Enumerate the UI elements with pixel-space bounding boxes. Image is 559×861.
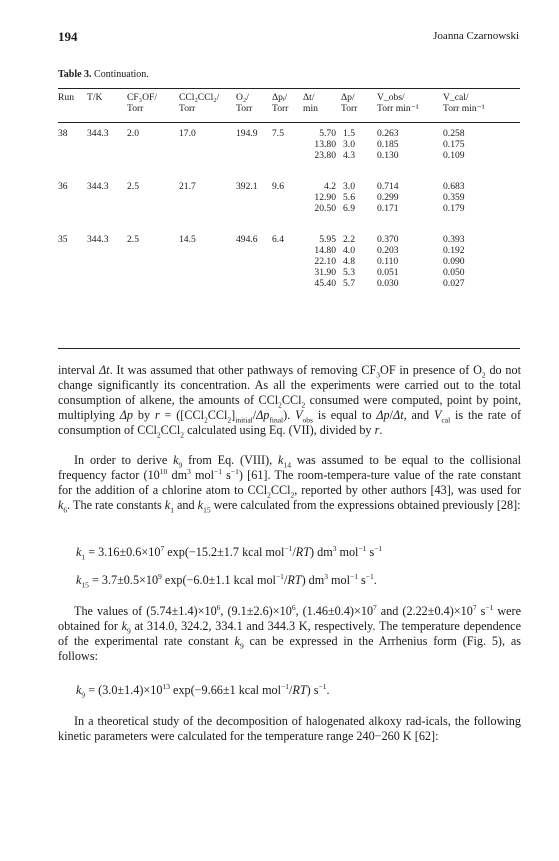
column-header: Δp/ <box>341 92 355 103</box>
table-row <box>58 192 520 203</box>
table-cell: 17.0 <box>179 128 196 139</box>
table-cell <box>87 150 127 161</box>
table-cell <box>127 278 179 289</box>
table-row <box>58 128 520 139</box>
table-cell <box>236 256 272 267</box>
table-cell <box>58 278 87 289</box>
table-row <box>58 245 520 256</box>
table-cell: 22.10 <box>314 256 336 267</box>
table-cell: 36 <box>58 181 68 192</box>
table-cell: 0.051 <box>377 267 399 278</box>
column-unit: min <box>303 103 318 114</box>
table-cell <box>87 245 127 256</box>
column-unit: Torr <box>127 103 144 114</box>
table-cell <box>272 267 303 278</box>
table-cell: 0.175 <box>443 139 465 150</box>
table-cell <box>58 192 87 203</box>
table-row <box>58 278 520 289</box>
table-cell: 392.1 <box>236 181 258 192</box>
table-cell: 344.3 <box>87 234 109 245</box>
table-body <box>58 114 520 289</box>
page-number: 194 <box>58 29 78 44</box>
table-cell: 344.3 <box>87 128 109 139</box>
table-cell <box>179 267 236 278</box>
table-cell: 21.7 <box>179 181 196 192</box>
column-header: CF₃OF/ <box>127 92 158 103</box>
table-cell <box>272 278 303 289</box>
table-cell <box>272 245 303 256</box>
table-row <box>58 150 520 161</box>
table-cell: 0.110 <box>377 256 399 267</box>
table-row <box>58 139 520 150</box>
table-cell <box>179 256 236 267</box>
table-cell <box>236 267 272 278</box>
table-cell: 0.359 <box>443 192 465 203</box>
table-cell: 38 <box>58 128 68 139</box>
table-cell <box>127 150 179 161</box>
table-cell: 13.80 <box>314 139 336 150</box>
table-cell: 0.030 <box>377 278 399 289</box>
table-row <box>58 267 520 278</box>
table-cell <box>58 256 87 267</box>
table-row <box>58 234 520 245</box>
table-cell: 2.2 <box>343 234 355 245</box>
table-bottom-rule <box>58 348 520 349</box>
table-cell: 0.263 <box>377 128 399 139</box>
table-cell: 6.9 <box>343 203 355 214</box>
table-cell: 14.5 <box>179 234 196 245</box>
table-cell: 0.050 <box>443 267 465 278</box>
table-cell: 20.50 <box>314 203 336 214</box>
table-cell <box>179 245 236 256</box>
column-unit <box>87 103 127 114</box>
column-unit: Torr <box>341 103 358 114</box>
table-cell: 2.5 <box>127 234 139 245</box>
table-cell <box>236 278 272 289</box>
table-cell: 344.3 <box>87 181 109 192</box>
column-unit: Torr min⁻¹ <box>443 103 485 114</box>
table-row <box>58 181 520 192</box>
table-cell: 7.5 <box>272 128 284 139</box>
table-cell <box>87 192 127 203</box>
table-cell: 0.393 <box>443 234 465 245</box>
table-cell <box>127 192 179 203</box>
table-cell <box>179 139 236 150</box>
column-unit <box>58 103 87 114</box>
running-head: Joanna Czarnowski <box>433 30 519 42</box>
data-table <box>58 92 520 289</box>
table-cell: 23.80 <box>314 150 336 161</box>
table-cell: 2.0 <box>127 128 139 139</box>
table-cell: 4.3 <box>343 150 355 161</box>
table-caption-text: Continuation. <box>94 69 149 80</box>
table-cell: 494.6 <box>236 234 258 245</box>
table-cell <box>236 203 272 214</box>
table-cell <box>236 150 272 161</box>
table-cell <box>87 203 127 214</box>
table-cell: 5.3 <box>343 267 355 278</box>
paragraph-2: In order to derive $k_9$ from Eq. (VIII), $k_{14}$ was assumed to be equal to the collisional frequency factor ($10^{10}$ $dm^3$ mol$^{-1}$ $s^{-1}$) [61]. The room-tempera-ture value of the rate constant for the addition of a chlorine atom to CCl$_2$CCl$_2$, reported by other authors [43], was used for $k_6$. The rate constants $k_1$ and $k_{15}$ were calculated from the expressions obtained previously [28]: <box>58 453 521 515</box>
table-cell: 0.203 <box>377 245 399 256</box>
table-cell <box>127 139 179 150</box>
table-cell: 3.0 <box>343 139 355 150</box>
table-caption <box>58 69 149 80</box>
table-cell: 4.2 <box>324 181 336 192</box>
table-cell: 5.7 <box>343 278 355 289</box>
table-cell <box>127 203 179 214</box>
column-unit: Torr <box>179 103 196 114</box>
table-cell <box>58 203 87 214</box>
paragraph-4: In a theoretical study of the decomposition of halogenated alkoxy rad-icals, the following kinetic parameters were calculated for the temperature range 240−260 K [62]: <box>58 714 521 743</box>
table-cell: 35 <box>58 234 68 245</box>
table-cell: 5.95 <box>319 234 336 245</box>
column-header: Run <box>58 92 74 103</box>
table-cell <box>87 278 127 289</box>
column-unit: Torr min⁻¹ <box>377 103 419 114</box>
table-cell: 1.5 <box>343 128 355 139</box>
column-header: T/K <box>87 92 103 103</box>
table-cell: 4.8 <box>343 256 355 267</box>
table-cell <box>127 245 179 256</box>
table-cell: 31.90 <box>314 267 336 278</box>
page-header <box>58 29 519 45</box>
column-header: V_obs/ <box>377 92 405 103</box>
table-top-rule <box>58 88 520 89</box>
table-cell: 0.171 <box>377 203 399 214</box>
column-header: V_cal/ <box>443 92 469 103</box>
column-header: Δt/ <box>303 92 315 103</box>
table-cell: 12.90 <box>314 192 336 203</box>
table-cell <box>87 139 127 150</box>
table-caption-label: Table 3. <box>58 69 92 80</box>
table-cell <box>272 150 303 161</box>
table-cell <box>127 267 179 278</box>
table-cell <box>179 192 236 203</box>
table-cell: 0.109 <box>443 150 465 161</box>
table-cell <box>272 256 303 267</box>
table-cell <box>179 150 236 161</box>
column-unit: Torr <box>236 103 253 114</box>
table-cell <box>58 267 87 278</box>
table-cell: 0.683 <box>443 181 465 192</box>
table-cell: 0.179 <box>443 203 465 214</box>
table-cell <box>272 192 303 203</box>
table-cell: 194.9 <box>236 128 258 139</box>
table-cell: 4.0 <box>343 245 355 256</box>
column-unit: Torr <box>272 103 289 114</box>
table-cell <box>272 139 303 150</box>
table-cell: 0.027 <box>443 278 465 289</box>
table-cell: 0.130 <box>377 150 399 161</box>
table-cell: 9.6 <box>272 181 284 192</box>
table-cell: 0.090 <box>443 256 465 267</box>
table-cell <box>58 245 87 256</box>
table-cell <box>272 203 303 214</box>
table-cell: 6.4 <box>272 234 284 245</box>
table-cell: 0.714 <box>377 181 399 192</box>
table-cell: 0.370 <box>377 234 399 245</box>
table-cell <box>127 256 179 267</box>
table-cell: 5.70 <box>319 128 336 139</box>
table-cell <box>58 139 87 150</box>
table-cell <box>236 245 272 256</box>
table-cell: 3.0 <box>343 181 355 192</box>
column-header: Δpᵢ/ <box>272 92 288 103</box>
table-cell <box>58 150 87 161</box>
paragraph-3: The values of $(5.74\pm 1.4)\times 10^6$, $(9.1\pm 2.6)\times 10^6$, $(1.46\pm 0.4)\times 10^7$ and $(2.22\pm 0.4)\times 10^7$ $s^{-1}$ were obtained for $k_9$ at 314.0, 324.2, 334.1 and 344.3 K, respectively. The temperature dependence of the experimental rate constant $k_9$ can be expressed in the Arrhenius form (Fig. 5), as follows: <box>58 602 521 663</box>
table-cell: 0.192 <box>443 245 465 256</box>
table-cell <box>87 256 127 267</box>
table-cell <box>179 203 236 214</box>
paragraph-1: interval Δt. It was assumed that other pathways of removing $CF_3OF$ in presence of $O_2$ do not change significantly its concentration. As all the experiments were carried out to the total consumption of alkene, the amounts of CCl$_2$CCl$_2$ consumed were computed, point by point, multiplying Δp by $r = ([CCl_2CCl_2]_{initial}/\Delta p_{final})$. $V_{obs}$ is equal to Δp/Δt, and $V_{cal}$ is the rate of consumption of CCl$_2$CCl$_2$ calculated using Eq. (VII), divided by r. <box>58 363 522 440</box>
table-cell: 0.185 <box>377 139 399 150</box>
equation-k9: $k_9 = (3.0\pm 1.4)\times 10^{13}$ exp(−9.66±1 kcal mol$^{-1}$/RT) $s^{-1}$. <box>76 681 330 700</box>
table-cell: 0.299 <box>377 192 399 203</box>
equation-k15: $k_{15} = 3.7\pm 0.5\times 10^9$ exp(−6.0±1.1 kcal mol$^{-1}$/RT) $dm^3$ mol$^{-1}$ $s^{-1}$. <box>76 571 377 590</box>
table-cell: 45.40 <box>314 278 336 289</box>
column-header: O₂/ <box>236 92 249 103</box>
table-cell: 5.6 <box>343 192 355 203</box>
table-row <box>58 256 520 267</box>
equation-k1: $k_1 = 3.16\pm 0.6\times 10^7$ exp(−15.2±1.7 kcal mol$^{-1}$/RT) $dm^3$ mol$^{-1}$ $s^{-1}$ <box>76 543 383 562</box>
table-header <box>58 92 520 114</box>
table-cell <box>179 278 236 289</box>
table-row <box>58 203 520 214</box>
table-cell <box>236 192 272 203</box>
table-cell: 0.258 <box>443 128 465 139</box>
table-cell: 2.5 <box>127 181 139 192</box>
table-cell <box>236 139 272 150</box>
table-cell: 14.80 <box>314 245 336 256</box>
column-header: CCl₂CCl₂/ <box>179 92 220 103</box>
table-cell <box>87 267 127 278</box>
